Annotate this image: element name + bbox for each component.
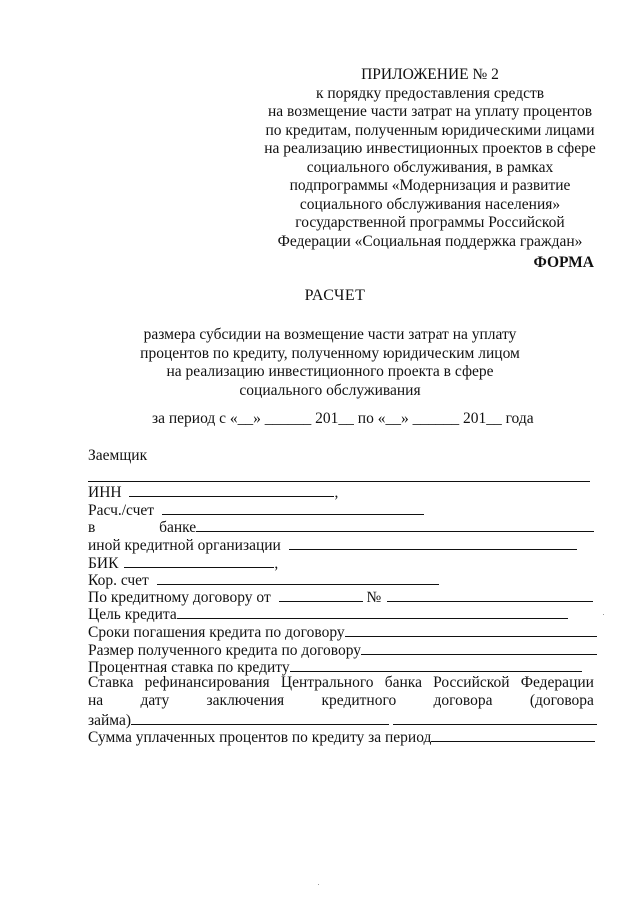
refinancing-field-a[interactable] — [131, 710, 389, 725]
refinancing-word: на — [88, 692, 104, 709]
other-org-row — [88, 535, 577, 555]
refinancing-word: банка — [384, 674, 422, 691]
scan-speck — [318, 884, 319, 885]
account-label: Расч./счет — [88, 502, 155, 519]
appendix-line: к порядку предоставления средств — [315, 84, 545, 102]
refinancing-word: заключения — [206, 692, 285, 709]
period-line: за период с «__» ______ 201__ по «__» ______ 201__ года — [152, 410, 534, 427]
refinancing-word: кредитного — [321, 692, 397, 709]
interest-rate-field[interactable] — [290, 657, 582, 672]
refinancing-word: Федерации — [520, 674, 594, 691]
interest-paid-label: Сумма уплаченных процентов по кредиту за период — [88, 729, 432, 746]
refinancing-word: Ставка — [88, 674, 134, 691]
appendix-line: подпрограммы «Модернизация и развитие — [289, 177, 571, 194]
document-subtitle — [110, 326, 550, 400]
other-org-field[interactable] — [289, 535, 577, 550]
interest-paid-row — [88, 727, 595, 747]
appendix-line: на возмещение части затрат на уплату процентов — [267, 103, 593, 120]
refinancing-line-1 — [88, 674, 594, 692]
form-label: ФОРМА — [533, 254, 594, 271]
inn-row — [88, 482, 338, 502]
inn-field[interactable] — [129, 482, 334, 497]
bank-label: банке — [159, 519, 197, 536]
appendix-line: социального обслуживания населения» — [299, 195, 561, 213]
corr-account-label: Кор. счет — [88, 572, 149, 589]
loan-purpose-label: Цель кредита — [88, 606, 177, 623]
refinancing-word: договора — [433, 692, 493, 709]
appendix-line: Федерации «Социальная поддержка граждан» — [277, 232, 583, 250]
document-title: РАСЧЕТ — [304, 287, 366, 304]
subtitle-line: процентов по кредиту, полученному юридическим лицом — [140, 344, 520, 362]
interest-paid-field[interactable] — [431, 727, 595, 742]
repayment-terms-row — [88, 622, 597, 642]
loan-contract-number-sign: № — [366, 589, 382, 606]
bik-field[interactable] — [124, 553, 274, 568]
loan-amount-label: Размер полученного кредита по договору — [88, 642, 362, 659]
loan-contract-date-field[interactable] — [279, 587, 363, 602]
bank-row — [88, 517, 594, 537]
scan-speck — [603, 614, 604, 615]
refinancing-word: рефинансирования — [144, 674, 270, 691]
subtitle-line: социального обслуживания — [239, 381, 421, 399]
interest-rate-label: Процентная ставка по кредиту — [88, 659, 290, 676]
refinancing-word: дату — [140, 692, 170, 709]
appendix-title: ПРИЛОЖЕНИЕ № 2 — [361, 66, 499, 83]
loan-amount-field[interactable] — [361, 640, 597, 655]
account-field[interactable] — [162, 500, 424, 515]
inn-comma: , — [334, 484, 339, 501]
bank-field[interactable] — [196, 517, 594, 532]
appendix-line: социального обслуживания, в рамках — [306, 158, 554, 176]
bik-comma: , — [274, 555, 279, 572]
repayment-terms-label: Сроки погашения кредита по договору — [88, 624, 345, 641]
refinancing-word: займа) — [88, 712, 132, 729]
appendix-line: на реализацию инвестиционных проектов в сфере — [264, 140, 596, 157]
loan-purpose-row — [88, 604, 568, 624]
loan-contract-label: По кредитному договору от — [88, 589, 271, 606]
subtitle-line: на реализацию инвестиционного проекта в сфере — [166, 363, 494, 380]
borrower-label: Заемщик — [88, 447, 148, 464]
refinancing-word: Российской — [433, 674, 510, 691]
loan-contract-number-field[interactable] — [387, 587, 593, 602]
refinancing-line-2 — [88, 692, 594, 710]
refinancing-word: Центрального — [280, 674, 374, 691]
bik-label: БИК — [88, 555, 119, 572]
refinancing-field-b[interactable] — [393, 710, 597, 725]
other-org-label: иной кредитной организации — [88, 537, 281, 554]
loan-purpose-field[interactable] — [177, 604, 568, 619]
appendix-header — [250, 66, 610, 251]
subtitle-line: размера субсидии на возмещение части затрат на уплату — [143, 326, 517, 343]
in-label: в — [88, 519, 96, 536]
appendix-line: государственной программы Российской — [295, 214, 565, 231]
corr-account-field[interactable] — [157, 570, 439, 585]
repayment-terms-field[interactable] — [345, 622, 597, 637]
refinancing-word: (договора — [529, 692, 594, 709]
appendix-line: по кредитам, полученным юридическими лицами — [265, 121, 595, 139]
inn-label: ИНН — [88, 484, 122, 501]
